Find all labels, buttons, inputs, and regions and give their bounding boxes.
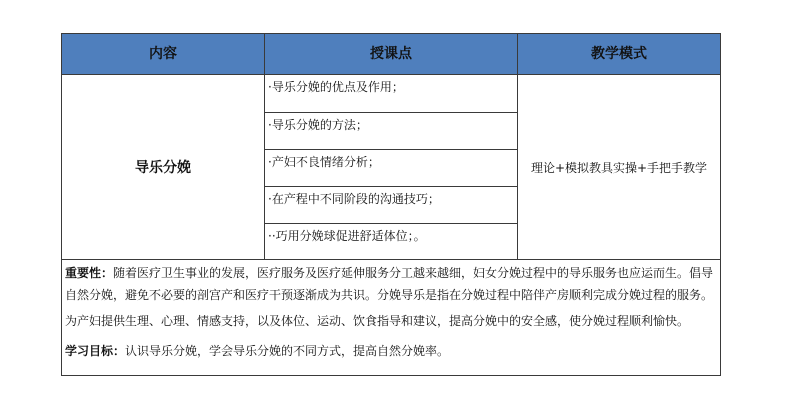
topic-cell: 导乐分娩 [135,160,191,176]
goal-label: 学习目标： [65,344,126,358]
importance-paragraph [65,262,717,284]
teaching-point: ·在产程中不同阶段的沟通技巧； [268,192,440,206]
teaching-point: ·产妇不良情绪分析； [268,155,380,169]
course-table [61,33,721,376]
importance-text-line1: 随着医疗卫生事业的发展，医疗服务及医疗延伸服务分工越来越细，妇女分娩过程中的导乐服务也应运而生。倡导 [113,266,714,280]
header-teaching-points: 授课点 [370,46,412,62]
teaching-point: ·导乐分娩的方法； [268,118,368,132]
teaching-mode-cell: 理论+模拟教具实操+手把手教学 [530,160,708,175]
importance-text-line3: 为产妇提供生理、心理、情感支持，以及体位、运动、饮食指导和建议，提高分娩中的安全感，使分娩过程顺利愉快。 [65,314,690,328]
header-content: 内容 [149,46,177,62]
teaching-point: ··巧用分娩球促进舒适体位；。 [268,229,426,243]
header-teaching-mode: 教学模式 [591,46,647,62]
importance-label: 重要性： [65,266,114,280]
importance-text-line2: 自然分娩，避免不必要的剖宫产和医疗干预逐渐成为共识。分娩导乐是指在分娩过程中陪伴产房顺利完成分娩过程的服务。 [65,288,714,302]
teaching-point: ·导乐分娩的优点及作用； [268,80,404,94]
notes-section [62,260,720,362]
table-header-row [62,34,720,75]
goal-text: 认识导乐分娩，学会导乐分娩的不同方式，提高自然分娩率。 [125,344,450,358]
goal-paragraph [65,340,717,362]
